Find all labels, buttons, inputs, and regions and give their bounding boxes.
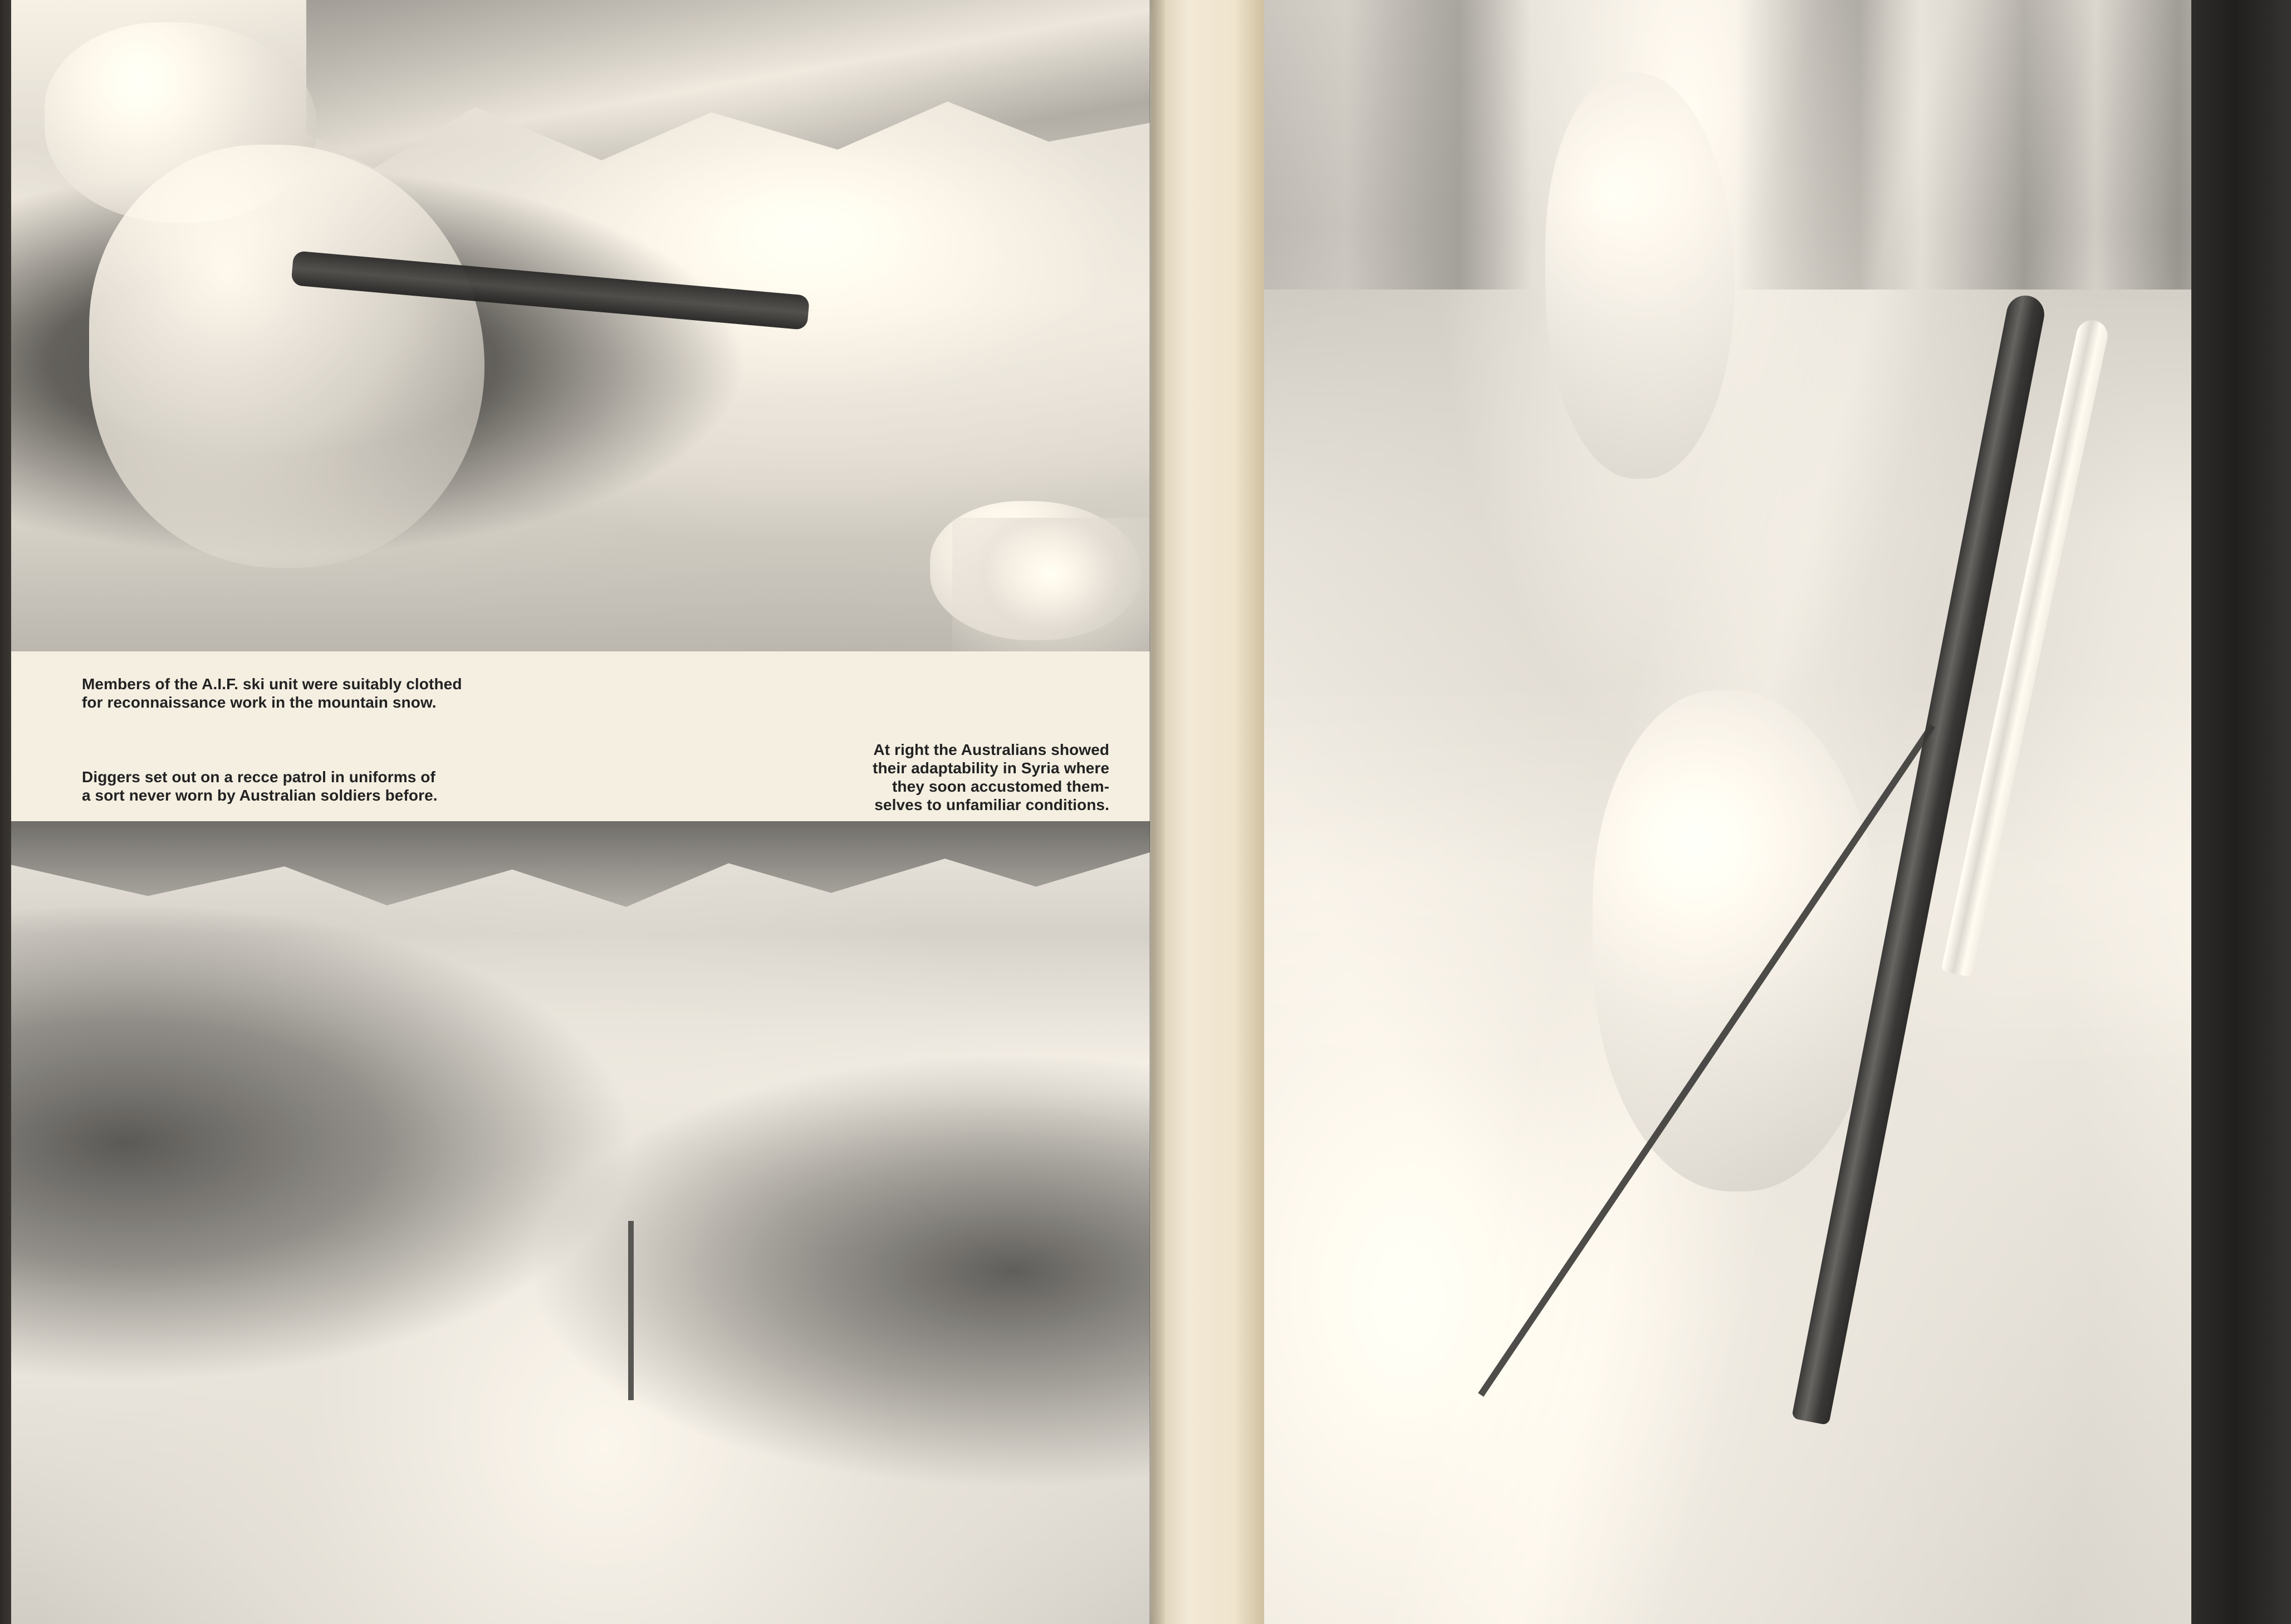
bottom-left-photo <box>11 821 1150 1624</box>
page-gutter <box>1153 0 1270 1624</box>
second-soldier-shape <box>930 501 1142 640</box>
left-page <box>11 0 1153 1624</box>
fold-shadow <box>1149 0 1165 1624</box>
caption-middle: Diggers set out on a recce patrol in uniforms of a sort never worn by Australian soldiers before. <box>82 768 438 804</box>
caption-right: At right the Australians showed their adaptability in Syria where they soon accustomed them- selves to unfamiliar conditions. <box>873 741 1109 813</box>
right-photo <box>1264 0 2291 1624</box>
soldier-body-shape <box>89 145 484 568</box>
caption-top: Members of the A.I.F. ski unit were suitably clothed for reconnaissance work in the mountain snow. <box>82 675 462 711</box>
right-page <box>1264 0 2291 1624</box>
top-left-photo <box>11 0 1150 657</box>
